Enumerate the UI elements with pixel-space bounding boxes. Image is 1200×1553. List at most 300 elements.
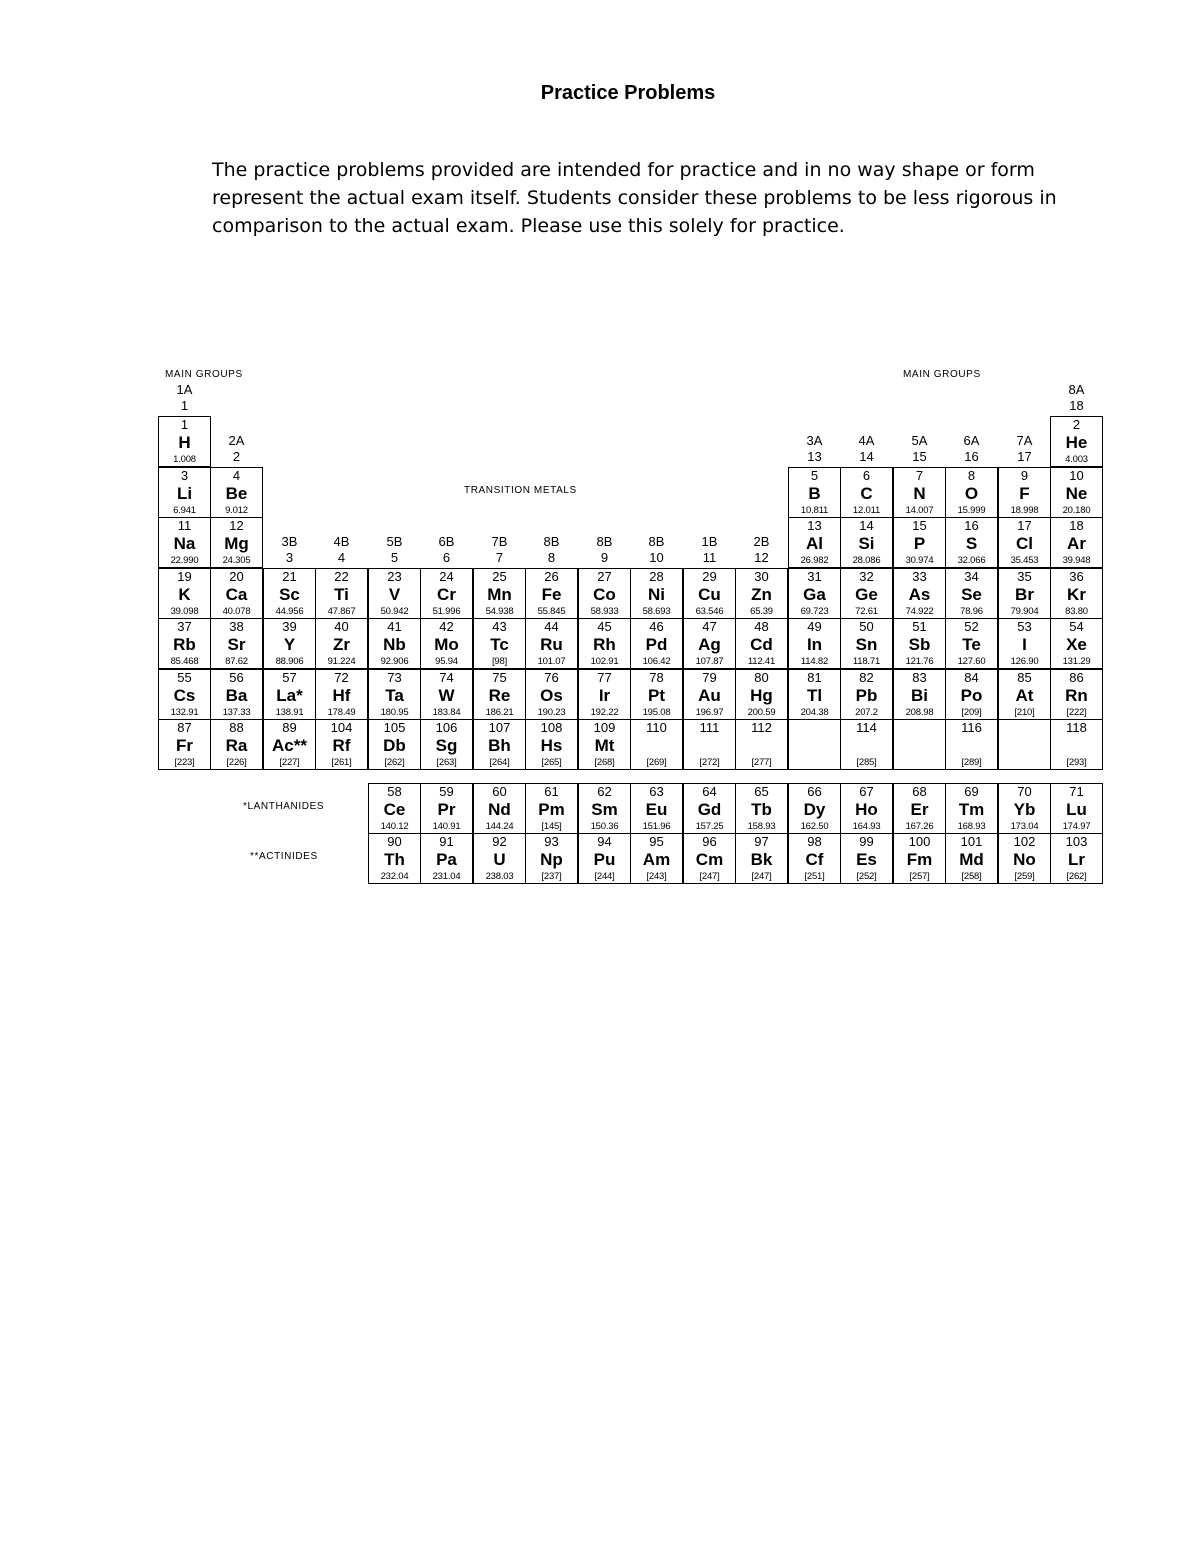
atomic-number: 116 (961, 720, 982, 735)
element-symbol: Fm (906, 850, 933, 869)
atomic-mass: 102.91 (590, 656, 619, 667)
element-symbol: Y (283, 635, 296, 654)
atomic-number: 55 (177, 670, 192, 685)
element-cell (630, 568, 683, 619)
atomic-mass: 157.25 (695, 821, 724, 832)
atomic-number: 88 (229, 720, 244, 735)
element-symbol: La* (276, 686, 303, 705)
atomic-mass: 132.91 (170, 707, 199, 718)
atomic-number: 24 (439, 569, 454, 584)
element-cell (945, 467, 998, 518)
atomic-mass: [257] (909, 871, 930, 882)
atomic-mass: 83.80 (1065, 606, 1088, 617)
element-symbol: Th (384, 850, 405, 869)
element-cell (945, 568, 998, 619)
element-cell (315, 669, 368, 720)
element-symbol: Ho (855, 800, 878, 819)
element-cell (893, 467, 946, 518)
atomic-number: 21 (282, 569, 297, 584)
group-label: 8B (543, 534, 560, 549)
atomic-number: 101 (960, 834, 983, 849)
group-number: 15 (912, 449, 927, 464)
atomic-mass: 174.97 (1062, 821, 1091, 832)
atomic-number: 81 (807, 670, 822, 685)
element-cell (788, 783, 841, 834)
atomic-number: 58 (387, 784, 402, 799)
element-symbol: Ra (225, 736, 248, 755)
atomic-mass: 114.82 (800, 656, 829, 667)
atomic-mass: 85.468 (170, 656, 199, 667)
atomic-number: 28 (649, 569, 664, 584)
atomic-mass: 92.906 (380, 656, 409, 667)
element-symbol: Bh (488, 736, 511, 755)
atomic-number: 97 (754, 834, 769, 849)
group-number: 16 (964, 449, 979, 464)
element-cell (525, 719, 578, 770)
group-number: 6 (442, 550, 451, 565)
element-symbol: Pb (855, 686, 878, 705)
element-cell (263, 669, 316, 720)
atomic-number: 4 (232, 468, 241, 483)
atomic-number: 63 (649, 784, 664, 799)
atomic-number: 20 (229, 569, 244, 584)
element-symbol: Ge (855, 585, 878, 604)
element-cell (158, 618, 211, 669)
atomic-number: 69 (964, 784, 979, 799)
atomic-number: 107 (488, 720, 511, 735)
atomic-number: 108 (540, 720, 563, 735)
element-symbol: Ga (803, 585, 826, 604)
atomic-mass: 79.904 (1010, 606, 1039, 617)
atomic-mass: 1.008 (173, 454, 196, 465)
element-cell (893, 833, 946, 884)
element-symbol: Xe (1066, 635, 1087, 654)
atomic-mass: 167.26 (905, 821, 934, 832)
element-cell (683, 719, 736, 770)
element-cell (735, 719, 788, 770)
element-symbol: I (1022, 635, 1027, 654)
element-symbol: Hg (750, 686, 773, 705)
atomic-number: 14 (859, 518, 874, 533)
atomic-number: 110 (646, 720, 667, 735)
atomic-number: 83 (912, 670, 927, 685)
group-number: 5 (390, 550, 399, 565)
atomic-mass: [285] (856, 757, 877, 768)
element-cell (420, 568, 473, 619)
atomic-number: 50 (859, 619, 874, 634)
element-cell (1050, 719, 1103, 770)
group-label: 8A (1068, 382, 1085, 397)
atomic-mass: [227] (279, 757, 300, 768)
atomic-number: 43 (492, 619, 507, 634)
element-symbol: Ta (385, 686, 404, 705)
atomic-number: 80 (754, 670, 769, 685)
group-number: 7 (495, 550, 504, 565)
element-cell (473, 783, 526, 834)
atomic-number: 64 (702, 784, 717, 799)
element-symbol: Co (593, 585, 616, 604)
element-cell (210, 669, 263, 720)
atomic-mass: [269] (646, 757, 667, 768)
element-cell (578, 568, 631, 619)
atomic-mass: [293] (1066, 757, 1087, 768)
element-symbol: U (493, 850, 506, 869)
element-cell (893, 669, 946, 720)
group-label: 2B (753, 534, 770, 549)
atomic-number: 42 (439, 619, 454, 634)
element-cell (893, 517, 946, 568)
element-symbol: Hf (332, 686, 351, 705)
atomic-number: 7 (915, 468, 924, 483)
atomic-mass: [258] (961, 871, 982, 882)
element-symbol: Lu (1066, 800, 1087, 819)
group-number: 1 (180, 398, 189, 413)
element-symbol: Mn (487, 585, 512, 604)
element-cell (683, 783, 736, 834)
atomic-number: 102 (1013, 834, 1036, 849)
atomic-number: 37 (177, 619, 192, 634)
element-symbol: Pa (436, 850, 457, 869)
element-cell (998, 517, 1051, 568)
element-cell (840, 783, 893, 834)
element-cell (840, 618, 893, 669)
lanthanides-label: *LANTHANIDES (243, 801, 325, 812)
atomic-mass: 121.76 (905, 656, 934, 667)
element-symbol: As (908, 585, 931, 604)
element-symbol: Tm (958, 800, 985, 819)
element-cell (158, 568, 211, 619)
transition-metals-label: TRANSITION METALS (464, 485, 577, 496)
element-cell (998, 783, 1051, 834)
atomic-mass: [289] (961, 757, 982, 768)
group-number: 9 (600, 550, 609, 565)
atomic-number: 12 (229, 518, 244, 533)
atomic-mass: 91.224 (327, 656, 356, 667)
element-cell (945, 719, 998, 770)
element-symbol: H (178, 433, 191, 452)
atomic-mass: 186.21 (485, 707, 514, 718)
atomic-number: 11 (177, 518, 192, 533)
element-cell (683, 669, 736, 720)
element-cell (368, 568, 421, 619)
element-cell (525, 833, 578, 884)
atomic-mass: 140.91 (432, 821, 461, 832)
atomic-mass: 150.36 (590, 821, 619, 832)
element-cell (735, 618, 788, 669)
element-symbol: Ac** (272, 736, 307, 755)
element-cell (525, 618, 578, 669)
atomic-mass: 35.453 (1010, 555, 1039, 566)
atomic-mass: [247] (751, 871, 772, 882)
atomic-number: 73 (387, 670, 402, 685)
element-cell (788, 568, 841, 619)
element-symbol: K (178, 585, 191, 604)
element-symbol: Be (225, 484, 248, 503)
element-cell (473, 669, 526, 720)
atomic-number: 32 (859, 569, 874, 584)
group-label: 1B (701, 534, 718, 549)
group-label: 2A (228, 433, 245, 448)
element-cell (945, 783, 998, 834)
atomic-number: 9 (1020, 468, 1029, 483)
element-cell (945, 517, 998, 568)
atomic-number: 65 (754, 784, 769, 799)
atomic-mass: [145] (541, 821, 562, 832)
atomic-number: 71 (1069, 784, 1084, 799)
element-symbol: Pr (437, 800, 456, 819)
element-cell (945, 618, 998, 669)
atomic-mass: 204.38 (800, 707, 829, 718)
element-cell (683, 618, 736, 669)
element-cell (1050, 416, 1103, 467)
atomic-mass: 44.956 (275, 606, 304, 617)
element-cell (840, 467, 893, 518)
atomic-mass: 88.906 (275, 656, 304, 667)
atomic-number: 96 (702, 834, 717, 849)
element-cell (683, 568, 736, 619)
atomic-mass: [272] (699, 757, 720, 768)
atomic-mass: 183.84 (432, 707, 461, 718)
element-symbol: C (860, 484, 873, 503)
atomic-number: 15 (912, 518, 927, 533)
intro-paragraph: The practice problems provided are intended for practice and in no way shape or form represent the actual exam itself. Students consider these problems to be less rigorous in comparison to the actual exam. Please use this solely for practice. (212, 159, 1057, 237)
element-symbol: Db (383, 736, 406, 755)
atomic-number: 78 (649, 670, 664, 685)
atomic-mass: 39.948 (1062, 555, 1091, 566)
element-symbol: N (913, 484, 926, 503)
atomic-number: 66 (807, 784, 822, 799)
atomic-mass: 173.04 (1010, 821, 1039, 832)
element-symbol: In (806, 635, 823, 654)
atomic-number: 109 (593, 720, 616, 735)
element-cell (473, 719, 526, 770)
atomic-mass: 15.999 (957, 505, 986, 516)
atomic-number: 89 (282, 720, 297, 735)
atomic-mass: 95.94 (435, 656, 458, 667)
atomic-mass: 39.098 (170, 606, 199, 617)
atomic-number: 36 (1069, 569, 1084, 584)
atomic-mass: 78.96 (960, 606, 983, 617)
group-label: 4A (858, 433, 875, 448)
element-cell (945, 833, 998, 884)
element-cell (840, 719, 893, 770)
element-symbol: Pd (645, 635, 668, 654)
atomic-mass: 180.95 (380, 707, 409, 718)
group-label: 7B (491, 534, 508, 549)
atomic-number: 53 (1017, 619, 1032, 634)
atomic-mass: 118.71 (852, 656, 881, 667)
atomic-number: 67 (859, 784, 874, 799)
atomic-number: 23 (387, 569, 402, 584)
element-cell (158, 669, 211, 720)
element-symbol: Se (961, 585, 982, 604)
atomic-number: 111 (699, 720, 720, 735)
element-cell (315, 618, 368, 669)
atomic-mass: 4.003 (1065, 454, 1088, 465)
atomic-mass: 112.41 (747, 656, 776, 667)
element-symbol: Sm (591, 800, 618, 819)
element-cell (210, 517, 263, 568)
element-cell (158, 719, 211, 770)
element-symbol: Rn (1065, 686, 1088, 705)
element-cell (630, 669, 683, 720)
atomic-number: 22 (334, 569, 349, 584)
element-cell (840, 669, 893, 720)
atomic-number: 41 (387, 619, 402, 634)
atomic-mass: 47.867 (327, 606, 356, 617)
group-number: 11 (702, 550, 717, 565)
element-cell (525, 669, 578, 720)
atomic-mass: 151.96 (642, 821, 671, 832)
atomic-mass: 190.23 (537, 707, 566, 718)
atomic-mass: [223] (174, 757, 195, 768)
element-symbol: S (965, 534, 978, 553)
atomic-mass: 40.078 (222, 606, 251, 617)
element-symbol: Ce (383, 800, 406, 819)
element-symbol: Sc (279, 585, 300, 604)
element-cell (788, 719, 841, 770)
atomic-number: 75 (492, 670, 507, 685)
element-cell (368, 783, 421, 834)
atomic-mass: 192.22 (590, 707, 619, 718)
element-cell (840, 517, 893, 568)
element-cell (578, 719, 631, 770)
element-symbol: Kr (1067, 585, 1086, 604)
atomic-mass: 87.62 (225, 656, 248, 667)
atomic-mass: 126.90 (1010, 656, 1039, 667)
atomic-number: 90 (387, 834, 402, 849)
group-label: 3B (281, 534, 298, 549)
atomic-number: 25 (492, 569, 507, 584)
element-cell (735, 833, 788, 884)
element-cell (735, 669, 788, 720)
element-cell (473, 568, 526, 619)
element-symbol: Sg (435, 736, 458, 755)
atomic-mass: [237] (541, 871, 562, 882)
atomic-number: 118 (1066, 720, 1087, 735)
element-cell (1050, 517, 1103, 568)
atomic-number: 47 (702, 619, 717, 634)
element-symbol: Te (962, 635, 981, 654)
atomic-number: 114 (856, 720, 877, 735)
element-symbol: F (1019, 484, 1030, 503)
element-cell (998, 568, 1051, 619)
atomic-number: 104 (330, 720, 353, 735)
element-symbol: Sb (908, 635, 931, 654)
element-symbol: Pm (538, 800, 565, 819)
group-number: 8 (547, 550, 556, 565)
atomic-number: 35 (1017, 569, 1032, 584)
element-cell (315, 568, 368, 619)
atomic-mass: 140.12 (380, 821, 409, 832)
element-cell (788, 517, 841, 568)
atomic-mass: 196.97 (695, 707, 724, 718)
atomic-number: 18 (1069, 518, 1084, 533)
element-cell (420, 783, 473, 834)
element-symbol: Pu (593, 850, 616, 869)
element-symbol: No (1013, 850, 1036, 869)
atomic-number: 31 (807, 569, 822, 584)
element-symbol: Cf (805, 850, 824, 869)
element-symbol: Fe (541, 585, 562, 604)
element-cell (788, 618, 841, 669)
atomic-number: 98 (807, 834, 822, 849)
page-title: Practice Problems (540, 82, 716, 104)
element-symbol: Fr (176, 736, 193, 755)
atomic-mass: 106.42 (642, 656, 671, 667)
atomic-mass: 168.93 (957, 821, 986, 832)
atomic-number: 13 (807, 518, 822, 533)
atomic-mass: 58.693 (642, 606, 671, 617)
element-cell (263, 618, 316, 669)
atomic-number: 49 (807, 619, 822, 634)
element-cell (893, 783, 946, 834)
atomic-mass: [264] (489, 757, 510, 768)
atomic-mass: 65.39 (750, 606, 773, 617)
atomic-mass: [209] (961, 707, 982, 718)
group-label: 6B (438, 534, 455, 549)
element-symbol: Mt (594, 736, 615, 755)
element-symbol: Re (488, 686, 511, 705)
atomic-number: 38 (229, 619, 244, 634)
group-label: 3A (806, 433, 823, 448)
atomic-mass: 63.546 (695, 606, 724, 617)
element-symbol: Zn (751, 585, 772, 604)
element-symbol: Al (806, 534, 823, 553)
atomic-mass: 101.07 (537, 656, 566, 667)
element-symbol: B (808, 484, 821, 503)
element-symbol: Yb (1013, 800, 1036, 819)
element-cell (998, 618, 1051, 669)
element-cell (263, 568, 316, 619)
atomic-mass: 50.942 (380, 606, 409, 617)
atomic-mass: 54.938 (485, 606, 514, 617)
element-cell (420, 669, 473, 720)
element-cell (1050, 467, 1103, 518)
group-number: 13 (807, 449, 822, 464)
atomic-number: 82 (859, 670, 874, 685)
atomic-number: 103 (1065, 834, 1088, 849)
main-groups-right-label: MAIN GROUPS (903, 369, 981, 380)
element-cell (1050, 833, 1103, 884)
atomic-mass: 28.086 (852, 555, 881, 566)
element-cell (683, 833, 736, 884)
group-label: 4B (333, 534, 350, 549)
element-symbol: P (913, 534, 926, 553)
atomic-number: 92 (492, 834, 507, 849)
element-symbol: Mo (434, 635, 459, 654)
element-cell (158, 467, 211, 518)
group-number: 14 (859, 449, 874, 464)
group-number: 2 (232, 449, 241, 464)
element-symbol: Si (858, 534, 875, 553)
element-symbol: Gd (697, 800, 722, 819)
element-cell (525, 783, 578, 834)
element-symbol: He (1065, 433, 1088, 452)
atomic-number: 76 (544, 670, 559, 685)
atomic-mass: 20.180 (1062, 505, 1091, 516)
atomic-number: 48 (754, 619, 769, 634)
atomic-mass: 200.59 (747, 707, 776, 718)
element-symbol: Li (176, 484, 193, 503)
atomic-mass: [210] (1014, 707, 1035, 718)
element-cell (420, 719, 473, 770)
atomic-number: 72 (334, 670, 349, 685)
atomic-number: 112 (751, 720, 772, 735)
element-symbol: Rh (593, 635, 616, 654)
element-cell (210, 618, 263, 669)
element-symbol: Dy (803, 800, 826, 819)
